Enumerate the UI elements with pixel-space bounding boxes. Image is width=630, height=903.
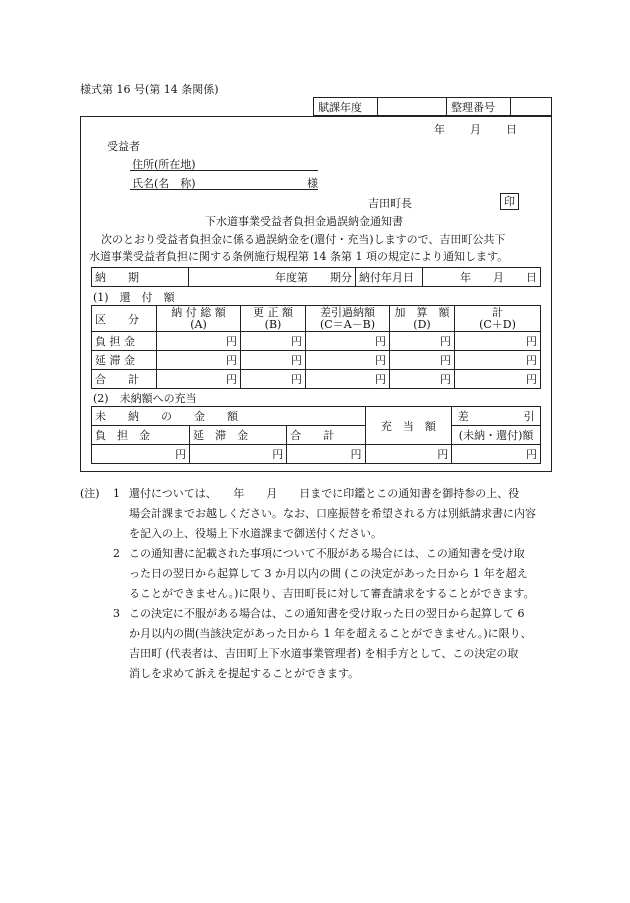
amount-cell: 円: [157, 351, 241, 370]
amount-cell: 円: [390, 351, 455, 370]
amount-cell: 円: [306, 332, 390, 351]
balance-header-2: (未納・還付)額: [452, 426, 541, 445]
amount-cell: 円: [92, 445, 190, 464]
amount-cell: 円: [390, 370, 455, 389]
table-row: [92, 370, 541, 389]
amount-cell: 円: [452, 445, 541, 464]
fiscal-year-label: 賦課年度: [314, 98, 378, 116]
fiscal-year-field[interactable]: [378, 98, 447, 116]
amount-cell: 円: [241, 332, 306, 351]
note-3-line-4: 消しを求めて訴えを提起することができます。: [129, 667, 360, 680]
note-1-number: 1: [113, 487, 120, 500]
period-label: 納 期: [92, 268, 189, 287]
allocation-table: [91, 406, 541, 464]
amount-cell: 円: [306, 351, 390, 370]
balance-header-1: 差 引: [452, 407, 541, 426]
amount-cell: 円: [241, 351, 306, 370]
form-number: 様式第 16 号(第 14 条関係): [80, 83, 219, 96]
row-label: 合 計: [92, 370, 157, 389]
address-line: [130, 170, 318, 171]
amount-cell: 円: [241, 370, 306, 389]
row-label: 負 担 金: [92, 332, 157, 351]
beneficiary-label: 受益者: [107, 140, 140, 153]
note-3-line-2: か月以内の間(当該決定があった日から 1 年を超えることができません。)に限り、: [129, 627, 532, 640]
honorific: 様: [307, 177, 318, 190]
amount-cell: 円: [190, 445, 287, 464]
intro-line-2: 水道事業受益者負担に関する条例施行規程第 14 条第 1 項の規定により通知します。: [89, 250, 509, 263]
period-table: [91, 267, 541, 287]
sub-header-late-fee: 延 滞 金: [190, 426, 287, 445]
amount-cell: 円: [455, 351, 541, 370]
sub-header-total: 合 計: [287, 426, 365, 445]
note-2-number: 2: [113, 547, 120, 560]
note-1-line-1: 還付については、 年 月 日までに印鑑とこの通知書を御持参の上、役: [129, 487, 520, 500]
note-3-number: 3: [113, 607, 120, 620]
seal-stamp: 印: [500, 193, 519, 210]
payment-date-label: 納付年月日: [356, 268, 423, 287]
payment-date: 年 月 日: [423, 268, 541, 287]
header-overpaid: 差引過納額 (C＝A－B): [306, 306, 390, 332]
header-category: 区 分: [92, 306, 157, 332]
note-1-line-3: を記入の上、役場上下水道課まで御送付ください。: [129, 527, 382, 540]
amount-cell: 円: [306, 370, 390, 389]
table-row: [92, 445, 541, 464]
issuer-name: 吉田町長: [368, 197, 412, 210]
date-year: 年: [434, 123, 445, 136]
applied-header: 充 当 額: [365, 407, 452, 445]
amount-cell: 円: [287, 445, 365, 464]
sub-header-charge: 負 担 金: [92, 426, 190, 445]
name-label: 氏名(名 称): [132, 177, 196, 190]
allocation-section-label: (2) 未納額への充当: [93, 392, 197, 405]
header-addition: 加 算 額 (D): [390, 306, 455, 332]
ref-number-field[interactable]: [511, 98, 552, 116]
ref-number-label: 整理番号: [447, 98, 511, 116]
note-3-line-1: この決定に不服がある場合は、この通知書を受け取った日の翌日から起算して 6: [129, 607, 525, 620]
notes-prefix: (注): [80, 487, 100, 500]
amount-cell: 円: [390, 332, 455, 351]
note-2-line-3: ることができません。)に限り、吉田町長に対して審査請求をすることができます。: [129, 587, 535, 600]
note-3-line-3: 吉田町 (代表者は、吉田町上下水道事業管理者) を相手方として、この決定の取: [129, 647, 519, 660]
header-total-paid: 納 付 総 額 (A): [157, 306, 241, 332]
refund-table: [91, 305, 541, 389]
table-row: [92, 351, 541, 370]
intro-line-1: 次のとおり受益者負担金に係る過誤納金を(還付・充当)しますので、吉田町公共下: [101, 233, 506, 246]
fiscal-period: 年度第 期分: [189, 268, 356, 287]
unpaid-header: 未 納 の 金 額: [92, 407, 366, 426]
amount-cell: 円: [157, 370, 241, 389]
row-label: 延 滞 金: [92, 351, 157, 370]
header-total: 計 (C＋D): [455, 306, 541, 332]
note-2-line-1: この通知書に記載された事項について不服がある場合には、この通知書を受け取: [129, 547, 525, 560]
note-1-line-2: 場会計課までお越しください。なお、口座振替を希望される方は別紙請求書に内容: [129, 507, 536, 520]
amount-cell: 円: [455, 370, 541, 389]
address-label: 住所(所在地): [132, 158, 196, 171]
amount-cell: 円: [455, 332, 541, 351]
header-correction: 更 正 額 (B): [241, 306, 306, 332]
note-2-line-2: った日の翌日から起算して 3 か月以内の間 (この決定があった日から 1 年を超え: [129, 567, 528, 580]
amount-cell: 円: [157, 332, 241, 351]
date-day: 日: [506, 123, 517, 136]
header-table: [313, 97, 552, 116]
name-line: [130, 189, 318, 190]
amount-cell: 円: [365, 445, 452, 464]
table-row: [92, 332, 541, 351]
date-month: 月: [470, 123, 481, 136]
notice-title: 下水道事業受益者負担金過誤納金通知書: [205, 215, 403, 228]
refund-section-label: (1) 還 付 額: [93, 291, 175, 304]
